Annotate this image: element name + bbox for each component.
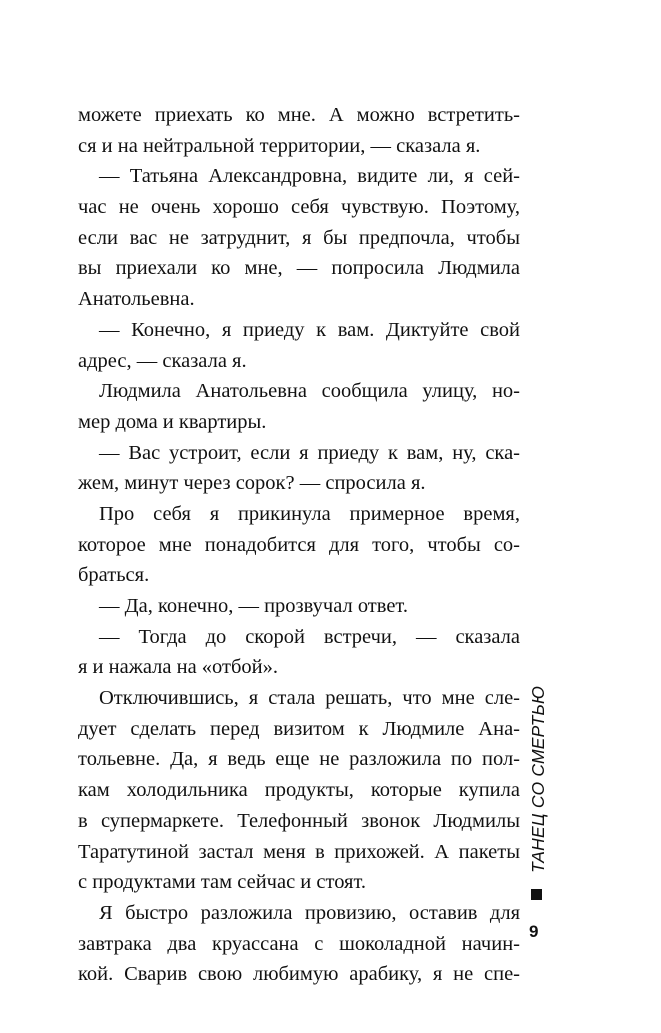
text-line: жем, минут через сорок? — спросила я.: [78, 472, 426, 495]
text-line: с продуктами там сейчас и стоят.: [78, 871, 367, 894]
text-line: адрес, — сказала я.: [78, 349, 247, 372]
square-marker-icon: [531, 889, 542, 900]
text-line: кой. Сварив свою любимую арабику, я не спе-: [78, 963, 520, 986]
text-line: Анатольевна.: [78, 288, 195, 311]
body-text: [78, 100, 520, 990]
text-line: час не очень хорошо себя чувствую. Поэтому,: [78, 196, 520, 219]
text-line: — Да, конечно, — прозвучал ответ.: [99, 595, 408, 617]
text-line: Я быстро разложила провизию, оставив для: [99, 901, 520, 924]
text-line: — Вас устроит, если я приеду к вам, ну, ска-: [99, 441, 520, 464]
page-number: 9: [529, 922, 539, 941]
text-line: Таратутиной застал меня в прихожей. А пакеты: [78, 840, 520, 863]
text-line: если вас не затруднит, я бы предпочла, чтобы: [78, 226, 520, 249]
text-line: Про себя я прикинула примерное время,: [99, 502, 520, 525]
running-title: ТАНЕЦ СО СМЕРТЬЮ: [528, 685, 548, 873]
text-line: Отключившись, я стала решать, что мне сле-: [99, 687, 520, 710]
text-line: в супермаркете. Телефонный звонок Людмилы: [78, 809, 520, 832]
text-line: кам холодильника продукты, которые купила: [78, 779, 520, 802]
text-line: — Конечно, я приеду к вам. Диктуйте свой: [99, 318, 520, 341]
text-line: я и нажала на «отбой».: [78, 656, 279, 679]
text-line: Людмила Анатольевна сообщила улицу, но-: [99, 380, 520, 403]
text-line: завтрака два круассана с шоколадной начин-: [78, 932, 520, 955]
text-line: дует сделать перед визитом к Людмиле Ана-: [78, 717, 520, 740]
text-line: тольевне. Да, я ведь еще не разложила по пол-: [78, 748, 520, 771]
text-line: — Тогда до скорой встречи, — сказала: [99, 625, 520, 648]
text-line: мер дома и квартиры.: [78, 410, 267, 433]
text-line: вы приехали ко мне, — попросила Людмила: [78, 257, 520, 280]
text-line: — Татьяна Александровна, видите ли, я сей-: [99, 165, 520, 188]
text-line: браться.: [78, 564, 150, 587]
text-line: ся и на нейтральной территории, — сказала я.: [78, 134, 481, 157]
text-line: которое мне понадобится для того, чтобы со-: [78, 533, 520, 556]
text-line: можете приехать ко мне. А можно встретить-: [78, 104, 520, 126]
